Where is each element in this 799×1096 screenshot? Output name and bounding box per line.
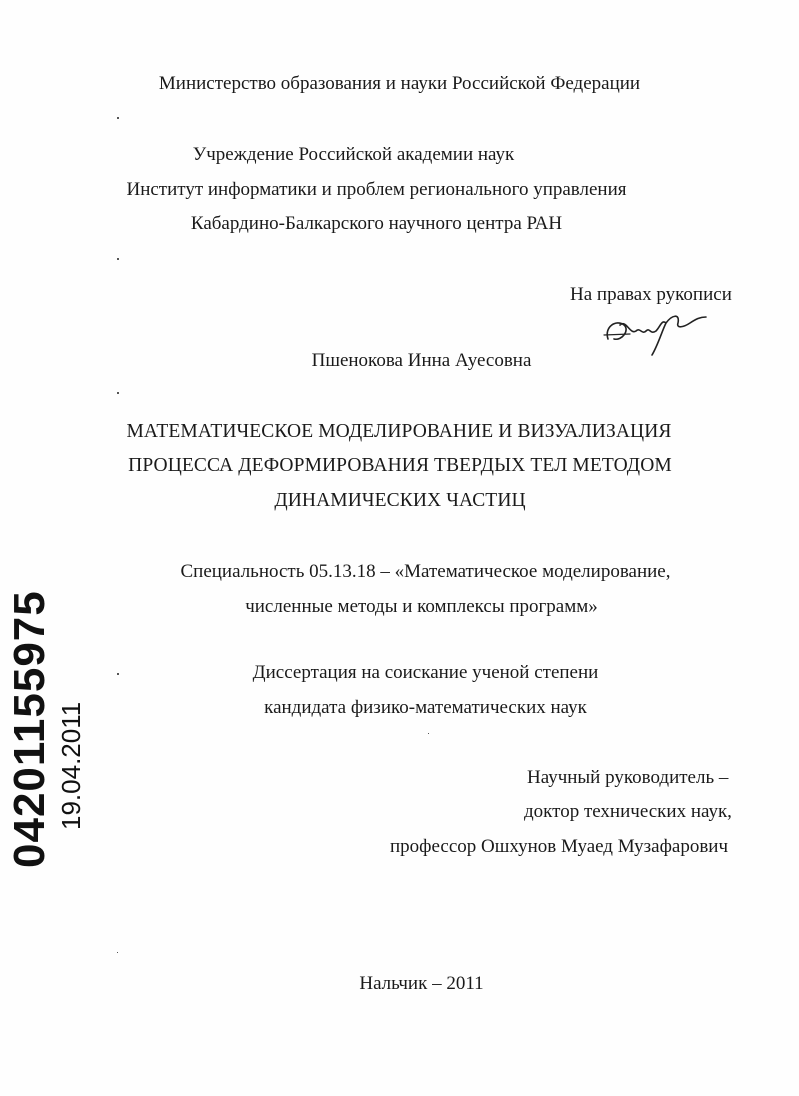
specialty-line-2: численные методы и комплексы программ»: [245, 596, 598, 617]
author-name: Пшенокова Инна Ауесовна: [311, 350, 532, 371]
scan-speck: [117, 673, 119, 675]
supervisor-name: профессор Ошхунов Муаед Музафарович: [390, 836, 729, 857]
degree-line-1: Диссертация на соискание ученой степени: [252, 662, 599, 683]
thesis-title-line-2: ПРОЦЕССА ДЕФОРМИРОВАНИЯ ТВЕРДЫХ ТЕЛ МЕТОДОМ: [128, 455, 672, 476]
place-and-year: Нальчик – 2011: [359, 973, 484, 994]
institution-line-1: Учреждение Российской академии наук: [192, 144, 515, 165]
supervisor-degree: доктор технических наук,: [524, 801, 732, 822]
manuscript-note: На правах рукописи: [570, 284, 732, 305]
institution-line-2: Институт информатики и проблем регионального управления: [126, 179, 627, 200]
scan-speck: [117, 117, 119, 119]
scan-speck: [117, 258, 119, 260]
institution-line-3: Кабардино-Балкарского научного центра РАН: [190, 213, 563, 234]
supervisor-role: Научный руководитель –: [527, 767, 729, 788]
scan-speck: [428, 733, 429, 734]
thesis-title-line-3: ДИНАМИЧЕСКИХ ЧАСТИЦ: [274, 490, 526, 511]
ministry-heading: Министерство образования и науки Российской Федерации: [158, 73, 641, 94]
library-stamp-number: 04201155975: [5, 590, 54, 868]
degree-line-2: кандидата физико-математических наук: [264, 697, 587, 718]
specialty-line-1: Специальность 05.13.18 – «Математическое моделирование,: [180, 561, 671, 582]
scan-speck: [117, 392, 119, 394]
library-stamp-date: 19.04.2011: [56, 701, 86, 830]
scan-speck: [117, 952, 118, 953]
thesis-title-line-1: МАТЕМАТИЧЕСКОЕ МОДЕЛИРОВАНИЕ И ВИЗУАЛИЗАЦИЯ: [126, 421, 672, 442]
